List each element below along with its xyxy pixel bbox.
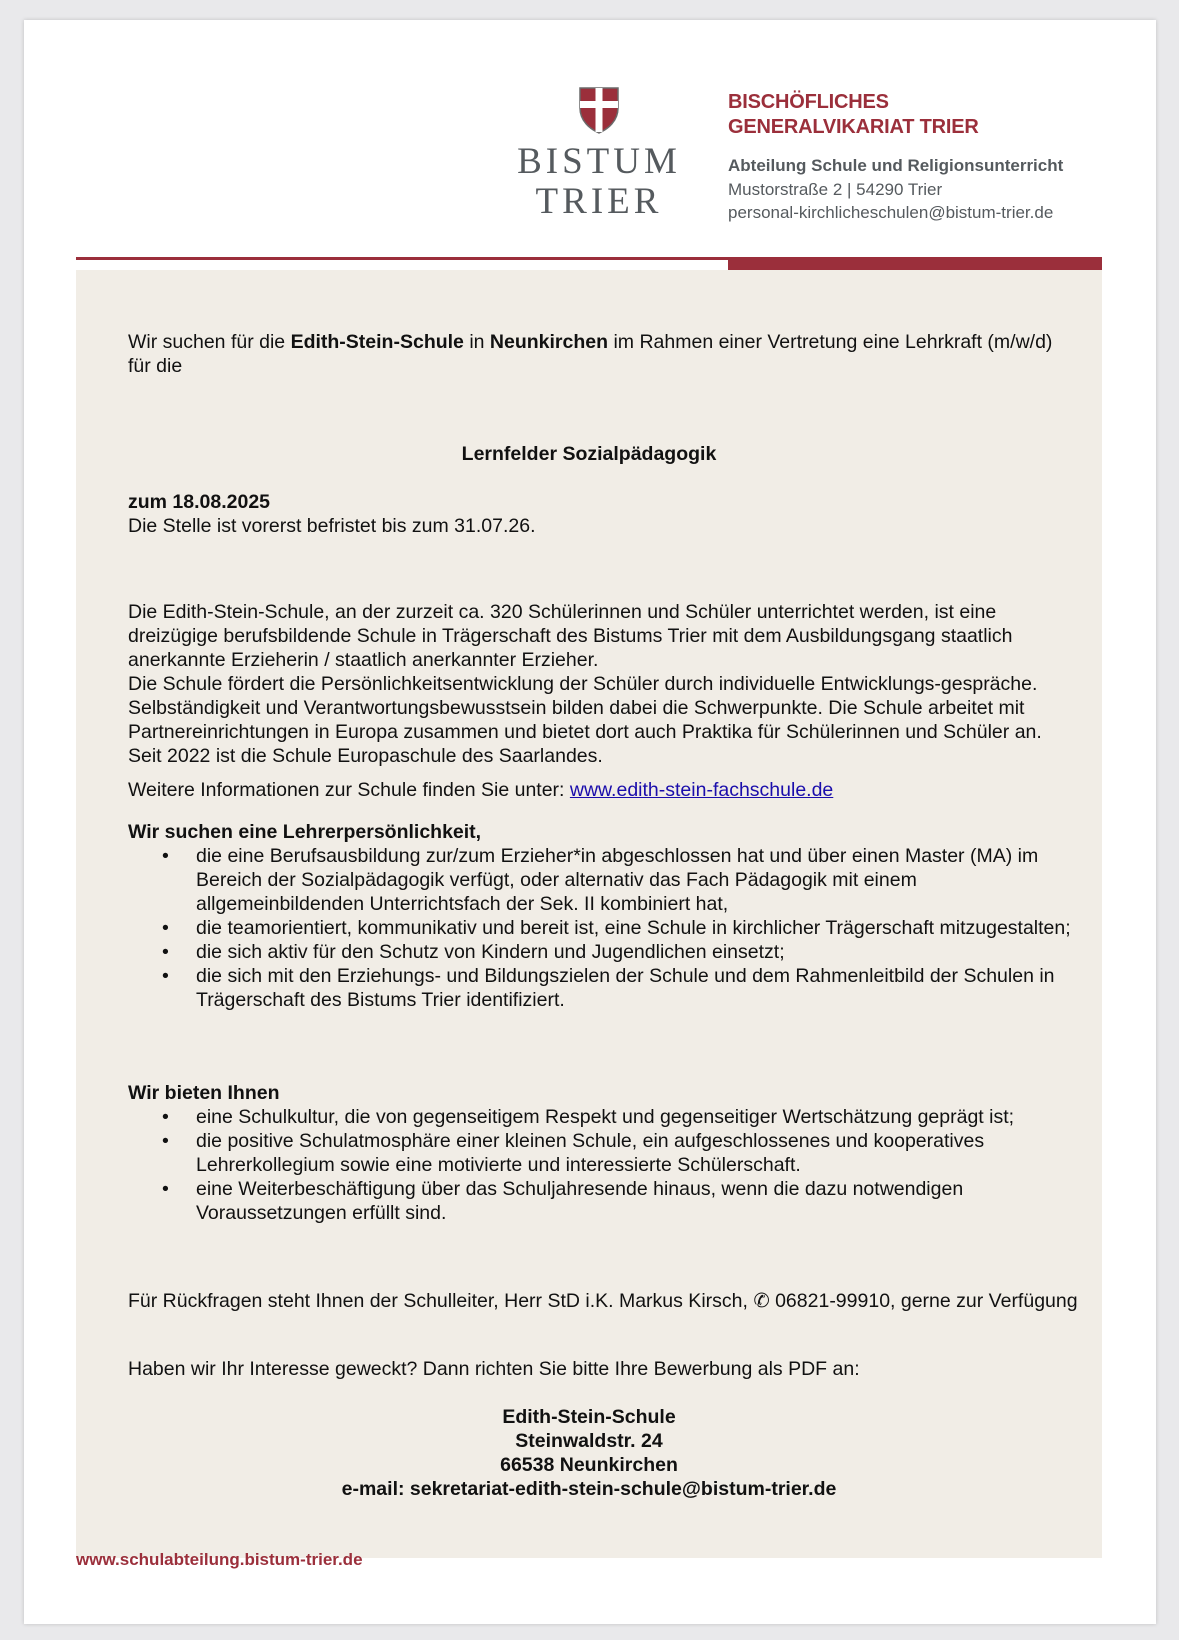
- position-title: [76, 442, 1102, 466]
- description-paragraph-1: Die Edith-Stein-Schule, an der zurzeit ca. 320 Schülerinnen und Schüler unterrichtet werden, ist eine dreizügige berufsbildende Schule in Trägerschaft des Bistums Trier mit dem Ausbildungsgang staatlich anerkannte Erzieherin / staatlich anerkannter Erzieher.: [128, 601, 1013, 671]
- offer-list: [128, 1105, 1078, 1225]
- description-block: [128, 600, 1078, 802]
- requirements-section: [128, 820, 1078, 1012]
- list-item: • eine Weiterbeschäftigung über das Schuljahresende hinaus, wenn die dazu notwendigen Voraussetzungen erfüllt sind.: [196, 1177, 1078, 1225]
- apply-text: Haben wir Ihr Interesse geweckt? Dann richten Sie bitte Ihre Bewerbung als PDF an:: [128, 1358, 860, 1380]
- more-info: [128, 778, 1078, 802]
- requirements-list: [128, 844, 1078, 1012]
- contact-text-2: 06821-99910, gerne zur Verfügung: [769, 1290, 1078, 1312]
- position-title-text: Lernfelder Sozialpädagogik: [461, 443, 717, 465]
- job-posting-panel: [76, 270, 1102, 1558]
- description-paragraph-2: Die Schule fördert die Persönlichkeitsentwicklung der Schüler durch individuelle Entwicklungs-gespräche. Selbständigkeit und Verantwortungsbewusstsein bilden dabei die Schwerpunkte. Die Schule arbeitet mit Partnereinrichtungen in Europa zusammen und bietet dort auch Praktika für Schülerinnen und Schüler an. Seit 2022 ist die Schule Europaschule des Saarlandes.: [128, 673, 1042, 767]
- recipient-email: e-mail: sekretariat-edith-stein-schule@bistum-trier.de: [341, 1478, 837, 1500]
- intro-paragraph: [128, 330, 1068, 378]
- start-date-block: [128, 490, 1068, 538]
- school-website-link[interactable]: www.edith-stein-fachschule.de: [569, 779, 834, 801]
- contact-paragraph: [128, 1289, 1078, 1313]
- list-item: • die sich mit den Erziehungs- und Bildungszielen der Schule und dem Rahmenleitbild der Schulen in Trägerschaft des Bistums Trier identifiziert.: [196, 964, 1078, 1012]
- list-item: • die eine Berufsausbildung zur/zum Erzieher*in abgeschlossen hat und über einen Master (MA) im Bereich der Sozialpädagogik verfügt, oder alternativ das Fach Pädagogik mit einem allgemeinbildenden Unterrichtsfach der Sek. II kombiniert hat,: [196, 844, 1078, 916]
- phone-icon: ✆: [753, 1290, 770, 1312]
- list-item: • die positive Schulatmosphäre einer kleinen Schule, ein aufgeschlossenes und kooperatives Lehrerkollegium sowie eine motivierte und interessierte Schülerschaft.: [196, 1129, 1078, 1177]
- org-name-line-2: GENERALVIKARIAT TRIER: [728, 116, 979, 138]
- bistum-trier-logo: [494, 86, 704, 222]
- org-email: personal-kirchlicheschulen@bistum-trier.de: [728, 203, 1054, 222]
- organization-block: [728, 90, 1148, 224]
- intro-text-2: in: [463, 331, 490, 353]
- intro-text-1: Wir suchen für die: [128, 331, 291, 353]
- list-item: • die teamorientiert, kommunikativ und bereit ist, eine Schule in kirchlicher Trägerschaft mitzugestalten;: [196, 916, 1078, 940]
- limitation: Die Stelle ist vorerst befristet bis zum 31.07.26.: [128, 515, 536, 537]
- contact-text-1: Für Rückfragen steht Ihnen der Schulleiter, Herr StD i.K. Markus Kirsch,: [128, 1290, 754, 1312]
- list-item: • die sich aktiv für den Schutz von Kindern und Jugendlichen einsetzt;: [196, 940, 1078, 964]
- recipient-name: Edith-Stein-Schule: [502, 1406, 676, 1428]
- coat-of-arms-icon: [578, 86, 620, 134]
- logo-line-1: BISTUM: [517, 141, 681, 182]
- org-address: Mustorstraße 2 | 54290 Trier: [728, 180, 943, 199]
- recipient-city: 66538 Neunkirchen: [500, 1454, 678, 1476]
- intro-school: Edith-Stein-Schule: [290, 331, 464, 353]
- document-page: [24, 20, 1156, 1624]
- requirements-heading: Wir suchen eine Lehrerpersönlichkeit,: [128, 821, 482, 843]
- recipient-street: Steinwaldstr. 24: [515, 1430, 663, 1452]
- org-name-line-1: BISCHÖFLICHES: [728, 91, 889, 113]
- start-date: zum 18.08.2025: [128, 491, 271, 513]
- logo-line-2: TRIER: [535, 181, 663, 222]
- more-info-text: Weitere Informationen zur Schule finden Sie unter:: [128, 779, 570, 801]
- offer-section: [128, 1081, 1078, 1225]
- recipient-address: [76, 1405, 1102, 1501]
- intro-text-3: im Rahmen einer Vertretung eine Lehrkraft (m/w/d) für die: [128, 331, 1053, 377]
- department: Abteilung Schule und Religionsunterricht: [728, 156, 1064, 175]
- header-rule-accent: [728, 257, 1102, 270]
- offer-heading: Wir bieten Ihnen: [128, 1082, 280, 1104]
- list-item: • eine Schulkultur, die von gegenseitigem Respekt und gegenseitiger Wertschätzung geprägt ist;: [196, 1105, 1078, 1129]
- intro-town: Neunkirchen: [489, 331, 609, 353]
- footer-url: www.schulabteilung.bistum-trier.de: [76, 1550, 363, 1569]
